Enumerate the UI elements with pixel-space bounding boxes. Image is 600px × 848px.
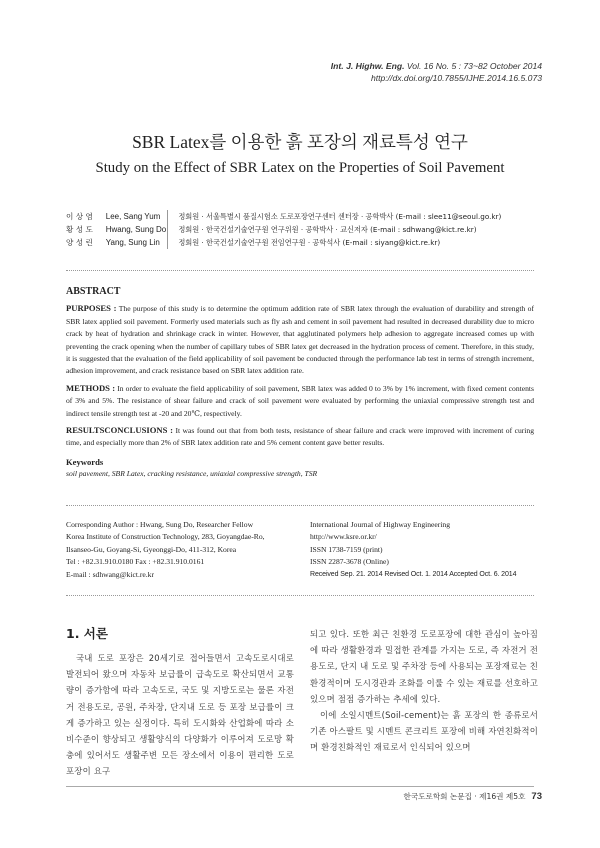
author-name-english: Hwang, Sung Do [105, 225, 167, 234]
corresponding-author-info [66, 519, 301, 581]
author-row [66, 223, 546, 236]
corr-line: Ilsanseo-Gu, Goyang-Si, Gyeonggi-Do, 411-312, Korea [66, 544, 237, 554]
author-list [66, 210, 546, 249]
issn-online: ISSN 2287-3678 (Online) [310, 557, 389, 567]
methods-paragraph [66, 382, 534, 420]
body-paragraph: 국내 도로 포장은 20세기로 접어들면서 고속도로시대로 발전되어 왔으며 자동차 보급률이 급속도로 확산되면서 교통량이 증가함에 따라 고속도로, 국도 및 지방도로는 물론 자전거 전용도로, 공원, 주차장, 단지내 도로 등 포장 보급률이 크게 증가하고 있는 실정이다. 특히 도시화와 산업화에 따라 소비수준이 향상되고 생활양식의 다양화가 이루어져 도로망 확충에 있어서도 생활주변 모든 장소에서 이용이 편리한 도로 포장이 요구 [66, 653, 294, 777]
author-name-korean: 황 성 도 [66, 225, 93, 234]
journal-url[interactable]: http://www.ksre.or.kr/ [310, 532, 377, 542]
issn-print: ISSN 1738-7159 (print) [310, 544, 383, 554]
corr-line: Korea Institute of Construction Technology, 283, Goyangdae-Ro, [66, 532, 265, 542]
methods-label: METHODS : [66, 382, 116, 393]
doi-link[interactable]: http://dx.doi.org/10.7855/IJHE.2014.16.5.073 [370, 73, 542, 83]
author-name-korean: 양 성 린 [66, 238, 93, 247]
corr-line: Tel : +82.31.910.0180 Fax : +82.31.910.0161 [66, 557, 205, 567]
purposes-label: PURPOSES : [66, 303, 117, 314]
divider [66, 595, 534, 596]
body-column-left [66, 650, 294, 780]
keywords-heading: Keywords [66, 456, 104, 467]
abstract-heading: ABSTRACT [66, 286, 121, 297]
keywords-list: soil pavement, SBR Latex, cracking resistance, uniaxial compressive strength, TSR [66, 469, 318, 479]
footer-rule [66, 786, 534, 787]
received-dates: Received Sep. 21. 2014 Revised Oct. 1. 2014 Accepted Oct. 6. 2014 [310, 570, 517, 578]
purposes-paragraph [66, 302, 534, 377]
corr-email[interactable]: E-mail : sdhwang@kict.re.kr [66, 569, 154, 579]
author-affiliation: 정회원 · 한국건설기술연구원 전임연구원 · 공학석사 (E-mail : siyang@kict.re.kr) [167, 236, 546, 249]
methods-text: In order to evaluate the field applicability of soil pavement, SBR latex was added 0 to 3% by 1% increment, with fixed cement contents of 3% and 5%. The resistance of shear failure and crack of soil pavement were evaluated by performing the uniaxial compressive strength test and indirect tensile strength test at -20 and 20℃, respectively. [66, 383, 534, 418]
corr-line: Corresponding Author : Hwang, Sung Do, Researcher Fellow [66, 520, 254, 529]
page-footer [403, 791, 542, 802]
results-label: RESULTSCONCLUSIONS : [66, 425, 173, 436]
volume-info: Vol. 16 No. 5 : 73~82 October 2014 [406, 61, 542, 71]
title-english: Study on the Effect of SBR Latex on the Properties of Soil Pavement [95, 160, 505, 176]
body-paragraph: 되고 있다. 또한 최근 친환경 도로포장에 대한 관심이 높아짐에 따라 생활환경과 밀접한 관계를 가지는 도로, 즉 자전거 전용도로, 단지 내 도로 및 주차장 등에 사용되는 포장재료는 친환경적이며 도시경관과 조화를 이룰 수 있는 재료를 선호하고 있으며 점점 증가하는 추세에 있다. [310, 629, 538, 704]
abstract-section [66, 286, 534, 481]
author-name-english: Yang, Sung Lin [105, 238, 160, 247]
journal-citation [331, 60, 542, 84]
divider [66, 270, 534, 271]
journal-info [310, 519, 550, 581]
author-row [66, 210, 546, 223]
journal-abbreviation: Int. J. Highw. Eng. [330, 61, 405, 71]
body-column-right [310, 626, 538, 756]
section-heading: 1. 서론 [66, 626, 108, 641]
body-paragraph: 이에 소일시멘트(Soil-cement)는 흙 포장의 한 종류로서 기존 아스팔트 및 시멘트 콘크리트 포장에 비해 자연친화적이며 환경친화적인 재료로서 인식되어 있으며 [310, 710, 538, 753]
title-korean: SBR Latex를 이용한 흙 포장의 재료특성 연구 [132, 132, 468, 152]
author-row [66, 236, 546, 249]
results-paragraph [66, 424, 534, 450]
footer-journal-name: 한국도로학회 논문집 · 제16권 제5호 [403, 792, 526, 801]
author-name-korean: 이 상 염 [66, 212, 93, 221]
page-number: 73 [531, 791, 542, 802]
author-affiliation: 정회원 · 한국건설기술연구원 연구위원 · 공학박사 · 교신저자 (E-mail : sdhwang@kict.re.kr) [167, 223, 546, 236]
author-name-english: Lee, Sang Yum [105, 212, 161, 221]
results-text: It was found out that from both tests, resistance of shear failure and crack were improved with increment of curing time, and especially more than 2% of SBR latex addition rate and 5% cement content gave better results. [66, 426, 534, 448]
journal-name: International Journal of Highway Engineering [310, 520, 451, 529]
divider [66, 505, 534, 506]
author-affiliation: 정회원 · 서울특별시 품질시험소 도로포장연구센터 센터장 · 공학박사 (E-mail : slee11@seoul.go.kr) [167, 210, 546, 223]
purposes-text: The purpose of this study is to determine the optimum addition rate of SBR latex through the evaluation of durability and strength of SBR latex applied soil pavement. Formerly used materials such as fly ash and cement in soil pavement had resulted in decreased durability due to micro crack by heat of hydration and shrinkage crack in winter. However, that agglutinated polymers help adhesion to aggregate increased comes up with preventing the crack opening when the number of capillary tubes of SBR latex get decreased in the hydration process of cement. Therefore, in this study, it is suggested that the evaluation of the field applicability of soil pavement be conducted through the performance lab test in terms of strength increment, adhesion improvement, and crack resistance based on SBR latex addition rate. [66, 304, 534, 376]
